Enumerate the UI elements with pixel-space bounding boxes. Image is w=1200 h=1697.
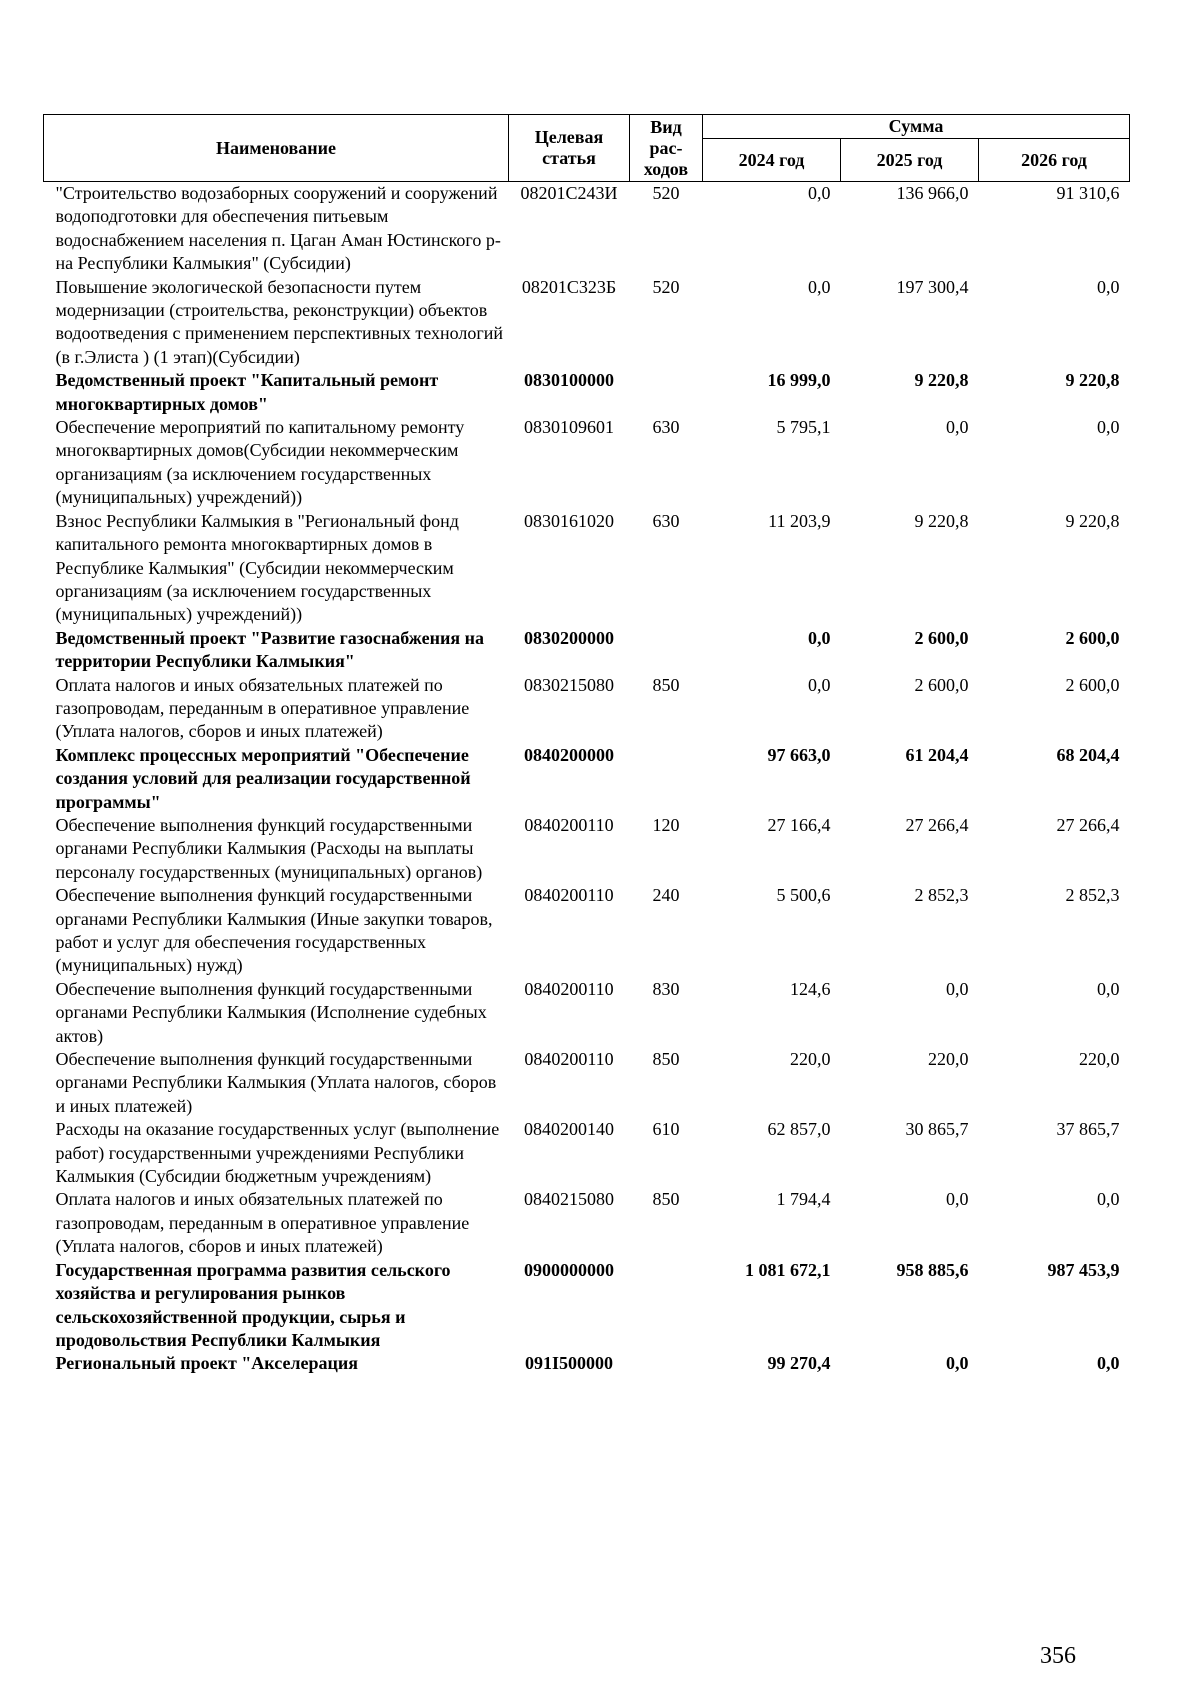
row-name: Комплекс процессных мероприятий "Обеспечение создания условий для реализации государственной программы" bbox=[55, 744, 471, 812]
row-sum-2026: 9 220,8 bbox=[1065, 510, 1120, 531]
row-name: Обеспечение выполнения функций государственными органами Республики Калмыкия (Уплата налогов, сборов и иных платежей) bbox=[55, 1049, 497, 1116]
row-expense-type: 850 bbox=[652, 1049, 680, 1070]
row-target-code: 0840200110 bbox=[524, 1049, 614, 1070]
row-sum-2026: 987 453,9 bbox=[1047, 1259, 1120, 1280]
row-target-code: 08201С243И bbox=[520, 183, 618, 203]
row-sum-2025: 61 204,4 bbox=[905, 744, 969, 765]
row-target-code: 08201С323Б bbox=[521, 276, 617, 297]
row-name: Оплата налогов и иных обязательных платежей по газопроводам, переданным в оперативное управление (Уплата налогов, сборов и иных платежей) bbox=[55, 1189, 470, 1257]
row-sum-2024: 5 500,6 bbox=[776, 885, 831, 906]
table-row bbox=[44, 884, 1130, 978]
row-target-code: 0830200000 bbox=[524, 627, 614, 648]
row-sum-2025: 0,0 bbox=[946, 417, 969, 438]
row-target-code: 0840200110 bbox=[524, 885, 614, 906]
row-sum-2025: 27 266,4 bbox=[905, 814, 969, 835]
table-row bbox=[44, 978, 1130, 1048]
row-expense-type: 240 bbox=[652, 885, 680, 906]
table-row bbox=[44, 1188, 1130, 1258]
table-row bbox=[44, 1259, 1130, 1353]
row-sum-2025: 30 865,7 bbox=[905, 1119, 969, 1140]
row-target-code: 0840200140 bbox=[524, 1119, 614, 1140]
row-sum-2024: 5 795,1 bbox=[776, 417, 831, 438]
row-sum-2025: 197 300,4 bbox=[896, 276, 969, 297]
row-sum-2026: 68 204,4 bbox=[1056, 744, 1120, 765]
row-target-code: 0840200110 bbox=[524, 814, 614, 835]
row-expense-type: 520 bbox=[652, 183, 680, 203]
row-expense-type bbox=[630, 627, 703, 674]
row-sum-2026: 27 266,4 bbox=[1056, 814, 1120, 835]
header-year-2026: 2026 год bbox=[979, 139, 1130, 182]
table-row bbox=[44, 1352, 1130, 1375]
row-sum-2025: 0,0 bbox=[946, 1189, 969, 1210]
row-sum-2024: 1 081 672,1 bbox=[745, 1259, 831, 1280]
row-name: Оплата налогов и иных обязательных платежей по газопроводам, переданным в оперативное управление (Уплата налогов, сборов и иных платежей) bbox=[55, 674, 470, 742]
row-sum-2026: 0,0 bbox=[1097, 1189, 1120, 1210]
row-name: Обеспечение мероприятий по капитальному ремонту многоквартирных домов(Субсидии некоммерческим организациям (за исключением государственных (муниципальных) учреждений)) bbox=[55, 417, 465, 508]
row-name: Обеспечение выполнения функций государственными органами Республики Калмыкия (Иные закупки товаров, работ и услуг для обеспечения государственных (муниципальных) нужд) bbox=[55, 885, 493, 976]
row-target-code: 0840200110 bbox=[524, 978, 614, 999]
row-sum-2025: 9 220,8 bbox=[914, 370, 969, 391]
row-name: Повышение экологической безопасности путем модернизации (строительства, реконструкции) объектов водоотведения с применением перспективных технологий (в г.Элиста ) (1 этап)(Субсидии) bbox=[55, 276, 503, 367]
row-target-code: 0840200000 bbox=[524, 744, 614, 765]
budget-table-page bbox=[43, 114, 1129, 1376]
budget-table bbox=[43, 114, 1130, 1376]
row-expense-type bbox=[630, 369, 703, 416]
row-expense-type: 850 bbox=[652, 674, 680, 695]
row-sum-2024: 97 663,0 bbox=[767, 744, 831, 765]
row-sum-2025: 0,0 bbox=[946, 1353, 969, 1374]
row-sum-2024: 16 999,0 bbox=[767, 370, 831, 391]
row-sum-2025: 2 600,0 bbox=[914, 627, 969, 648]
row-sum-2026: 0,0 bbox=[1097, 417, 1120, 438]
row-sum-2025: 0,0 bbox=[946, 978, 969, 999]
row-expense-type bbox=[630, 1352, 703, 1375]
row-target-code: 0830215080 bbox=[524, 674, 614, 695]
row-name: Региональный проект "Акселерация bbox=[55, 1353, 359, 1374]
row-sum-2026: 220,0 bbox=[1079, 1049, 1120, 1070]
table-row bbox=[44, 814, 1130, 884]
row-sum-2024: 62 857,0 bbox=[767, 1119, 831, 1140]
row-name: Ведомственный проект "Капитальный ремонт многоквартирных домов" bbox=[55, 370, 439, 414]
table-row bbox=[44, 674, 1130, 744]
row-sum-2026: 2 600,0 bbox=[1065, 674, 1120, 695]
row-name: Расходы на оказание государственных услуг (выполнение работ) государственными учреждениями Республики Калмыкия (Субсидии бюджетным учреждениям) bbox=[55, 1119, 500, 1187]
row-sum-2026: 2 600,0 bbox=[1065, 627, 1120, 648]
row-sum-2025: 2 600,0 bbox=[914, 674, 969, 695]
row-name: Обеспечение выполнения функций государственными органами Республики Калмыкия (Расходы на выплаты персоналу государственных (муниципальных) органов) bbox=[55, 814, 483, 882]
row-sum-2024: 99 270,4 bbox=[767, 1353, 831, 1374]
row-sum-2024: 1 794,4 bbox=[776, 1189, 831, 1210]
row-sum-2026: 91 310,6 bbox=[1056, 183, 1120, 203]
row-sum-2024: 27 166,4 bbox=[767, 814, 831, 835]
row-target-code: 091I500000 bbox=[524, 1353, 613, 1374]
row-expense-type: 630 bbox=[652, 417, 680, 438]
row-sum-2026: 37 865,7 bbox=[1056, 1119, 1120, 1140]
row-sum-2026: 9 220,8 bbox=[1065, 370, 1120, 391]
table-body bbox=[44, 182, 1130, 1376]
row-expense-type: 850 bbox=[652, 1189, 680, 1210]
row-expense-type bbox=[630, 744, 703, 814]
row-target-code: 0830100000 bbox=[524, 370, 614, 391]
row-sum-2024: 0,0 bbox=[808, 674, 831, 695]
header-expense-type: Вид рас- ходов bbox=[630, 115, 703, 182]
row-expense-type: 120 bbox=[652, 814, 680, 835]
table-row bbox=[44, 1118, 1130, 1188]
row-sum-2025: 2 852,3 bbox=[914, 885, 969, 906]
row-target-code: 0840215080 bbox=[524, 1189, 614, 1210]
row-sum-2024: 0,0 bbox=[808, 627, 831, 648]
row-sum-2024: 124,6 bbox=[790, 978, 831, 999]
row-sum-2025: 136 966,0 bbox=[896, 183, 969, 203]
table-row bbox=[44, 510, 1130, 627]
row-target-code: 0900000000 bbox=[524, 1259, 614, 1280]
table-header bbox=[44, 115, 1130, 182]
table-row bbox=[44, 416, 1130, 510]
row-expense-type: 520 bbox=[652, 276, 680, 297]
table-row bbox=[44, 1048, 1130, 1118]
table-row bbox=[44, 182, 1130, 276]
header-sum: Сумма bbox=[703, 115, 1130, 139]
row-target-code: 0830109601 bbox=[524, 417, 614, 438]
row-sum-2026: 2 852,3 bbox=[1065, 885, 1120, 906]
row-name: Государственная программа развития сельского хозяйства и регулирования рынков сельскохозяйственной продукции, сырья и продовольствия Республики Калмыкия bbox=[55, 1259, 451, 1350]
row-name: Ведомственный проект "Развитие газоснабжения на территории Республики Калмыкия" bbox=[55, 627, 484, 672]
row-expense-type: 610 bbox=[652, 1119, 680, 1140]
row-sum-2024: 11 203,9 bbox=[768, 510, 831, 531]
header-year-2025: 2025 год bbox=[841, 139, 979, 182]
header-year-2024: 2024 год bbox=[703, 139, 841, 182]
row-sum-2025: 220,0 bbox=[928, 1049, 969, 1070]
row-sum-2024: 220,0 bbox=[790, 1049, 831, 1070]
table-row bbox=[44, 276, 1130, 370]
table-row bbox=[44, 369, 1130, 416]
header-code: Целевая статья bbox=[509, 115, 630, 182]
row-sum-2026: 0,0 bbox=[1097, 1353, 1120, 1374]
row-name: Взнос Республики Калмыкия в "Региональный фонд капитального ремонта многоквартирных домов в Республике Калмыкия" (Субсидии некоммерческим организациям (за исключением государственных (муниципальных) учреждений)) bbox=[55, 510, 459, 625]
header-name: Наименование bbox=[44, 115, 509, 182]
table-row bbox=[44, 744, 1130, 814]
page-number: 356 bbox=[1040, 1643, 1076, 1669]
row-sum-2024: 0,0 bbox=[808, 276, 831, 297]
row-expense-type bbox=[630, 1259, 703, 1353]
row-sum-2025: 9 220,8 bbox=[914, 510, 969, 531]
row-sum-2024: 0,0 bbox=[808, 183, 831, 203]
row-expense-type: 830 bbox=[652, 978, 680, 999]
row-sum-2026: 0,0 bbox=[1097, 978, 1120, 999]
row-sum-2026: 0,0 bbox=[1097, 276, 1120, 297]
table-row bbox=[44, 627, 1130, 674]
row-target-code: 0830161020 bbox=[524, 510, 614, 531]
row-expense-type: 630 bbox=[652, 510, 680, 531]
row-name: "Строительство водозаборных сооружений и сооружений водоподготовки для обеспечения питьевым водоснабжением населения п. Цаган Аман Юстинского р-на Республики Калмыкия" (Субсидии) bbox=[55, 183, 501, 274]
row-sum-2025: 958 885,6 bbox=[896, 1259, 969, 1280]
row-name: Обеспечение выполнения функций государственными органами Республики Калмыкия (Исполнение судебных актов) bbox=[55, 978, 487, 1046]
